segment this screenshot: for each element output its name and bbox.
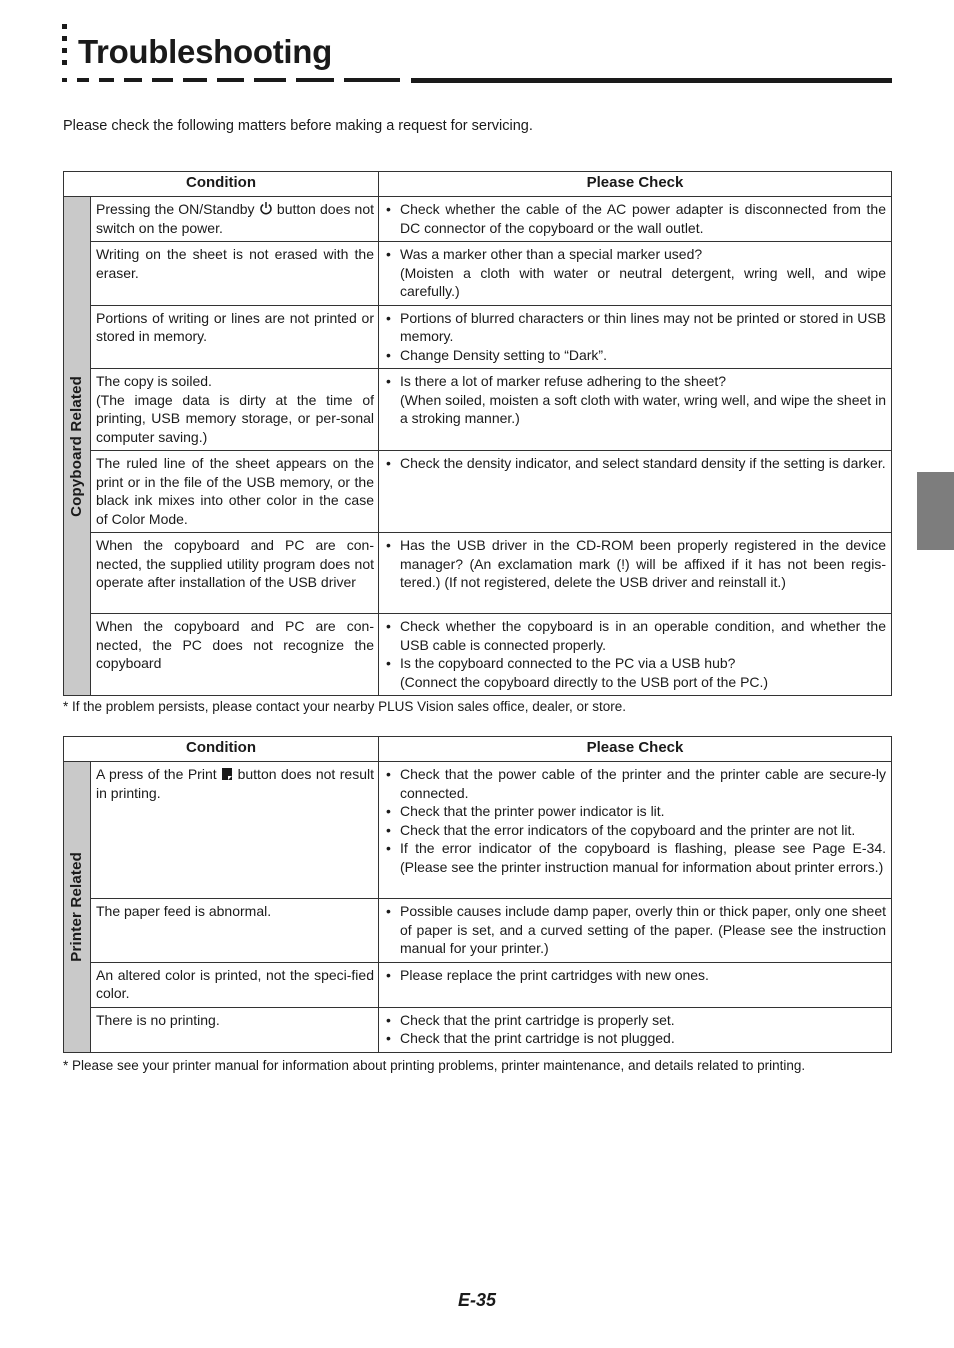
check-cell: [379, 305, 892, 369]
printer-troubleshooting-table: [63, 736, 892, 1053]
check-item: • Check that the print cartridge is not plugged.: [384, 1029, 886, 1048]
condition-cell: Writing on the sheet is not erased with the eraser.: [91, 242, 379, 306]
table-row: [64, 305, 892, 369]
please-check-header: Please Check: [379, 737, 892, 762]
table-row: [64, 369, 892, 451]
power-icon: [259, 201, 273, 216]
check-item: • Change Density setting to “Dark”.: [384, 346, 886, 365]
check-cell: [379, 899, 892, 963]
print-icon: [221, 767, 233, 781]
condition-cell: There is no printing.: [91, 1007, 379, 1052]
check-cell: [379, 451, 892, 533]
check-item: • Is the copyboard connected to the PC via a USB hub? (Connect the copyboard directly to the USB port of the PC.): [384, 654, 886, 691]
check-item: • Check that the print cartridge is properly set.: [384, 1011, 886, 1030]
check-cell: [379, 962, 892, 1007]
section-tab-marker: [917, 472, 954, 550]
check-item: • Has the USB driver in the CD-ROM been properly registered in the device manager? (An exclamation mark (!) will be affixed if it has not been regis-tered.) (If not registered, delete the USB driver and reinstall it.): [384, 536, 886, 592]
condition-cell: The ruled line of the sheet appears on the print or in the file of the USB memory, or the black ink mixes into other color in the case of Color Mode.: [91, 451, 379, 533]
check-cell: [379, 533, 892, 614]
check-item: • Possible causes include damp paper, overly thin or thick paper, only one sheet of paper is set, and a curved setting of the paper. (Please see the instruction manual for your printer.): [384, 902, 886, 958]
page-title: Troubleshooting: [78, 33, 332, 70]
check-cell: [379, 1007, 892, 1052]
check-item: • Check the density indicator, and select standard density if the setting is darker.: [384, 454, 886, 473]
condition-cell: When the copyboard and PC are con-nected, the PC does not recognize the copyboard: [91, 614, 379, 696]
check-item: • Check whether the copyboard is in an operable condition, and whether the USB cable is connected properly.: [384, 617, 886, 654]
table-row: [64, 614, 892, 696]
check-cell: [379, 197, 892, 242]
table-row: [64, 1007, 892, 1052]
check-item: • If the error indicator of the copyboard is flashing, please see Page E-34. (Please see the printer instruction manual for information about printer errors.): [384, 839, 886, 876]
condition-cell: When the copyboard and PC are con-nected, the supplied utility program does not operate after installation of the USB driver: [91, 533, 379, 614]
check-item: • Was a marker other than a special marker used? (Moisten a cloth with water or neutral detergent, wring well, and wipe carefully.): [384, 245, 886, 301]
group-label: Printer Related: [67, 851, 85, 962]
condition-cell: The copy is soiled. (The image data is dirty at the time of printing, USB memory storage, or per-sonal computer saving.): [91, 369, 379, 451]
decorative-dots: [62, 24, 68, 72]
group-label-cell: [64, 197, 91, 696]
group-label-cell: [64, 762, 91, 1053]
check-item: • Check that the power cable of the printer and the printer cable are secure-ly connected.: [384, 765, 886, 802]
table-row: [64, 962, 892, 1007]
page-header: [62, 22, 892, 86]
check-cell: [379, 614, 892, 696]
group-label: Copyboard Related: [67, 375, 85, 517]
table-row: [64, 533, 892, 614]
please-check-header: Please Check: [379, 172, 892, 197]
check-cell: [379, 242, 892, 306]
condition-cell: An altered color is printed, not the speci-fied color.: [91, 962, 379, 1007]
condition-cell: The paper feed is abnormal.: [91, 899, 379, 963]
condition-header: Condition: [64, 172, 379, 197]
table1-footnote: * If the problem persists, please contact your nearby PLUS Vision sales office, dealer, or store.: [63, 699, 627, 714]
check-item: • Is there a lot of marker refuse adhering to the sheet? (When soiled, moisten a soft cloth with water, wring well, and wipe the sheet in a stroking manner.): [384, 372, 886, 428]
condition-header: Condition: [64, 737, 379, 762]
condition-cell: Portions of writing or lines are not printed or stored in memory.: [91, 305, 379, 369]
page-number: E-35: [458, 1290, 497, 1310]
condition-text: A press of the Print: [96, 766, 217, 782]
condition-text: button does not result in printing.: [96, 766, 374, 801]
check-item: • Check whether the cable of the AC power adapter is disconnected from the DC connector of the copyboard or the wall outlet.: [384, 200, 886, 237]
table-row: [64, 762, 892, 899]
table-row: [64, 899, 892, 963]
check-item: • Check that the error indicators of the copyboard and the printer are not lit.: [384, 821, 886, 840]
intro-text: Please check the following matters before making a request for servicing.: [63, 118, 533, 134]
condition-text: Pressing the ON/Standby: [96, 201, 255, 217]
check-item: • Please replace the print cartridges with new ones.: [384, 966, 886, 985]
table-row: [64, 197, 892, 242]
condition-cell: [91, 762, 379, 899]
check-item: • Portions of blurred characters or thin lines may not be printed or stored in USB memory.: [384, 309, 886, 346]
table2-footnote: * Please see your printer manual for information about printing problems, printer maintenance, and details related to printing.: [63, 1058, 806, 1073]
condition-cell: [91, 197, 379, 242]
check-cell: [379, 369, 892, 451]
check-cell: [379, 762, 892, 899]
copyboard-troubleshooting-table: [63, 171, 892, 696]
condition-text: button does not switch on the power.: [96, 201, 375, 236]
check-item: • Check that the printer power indicator is lit.: [384, 802, 886, 821]
table-row: [64, 451, 892, 533]
title-rule: [62, 78, 892, 83]
table-row: [64, 242, 892, 306]
